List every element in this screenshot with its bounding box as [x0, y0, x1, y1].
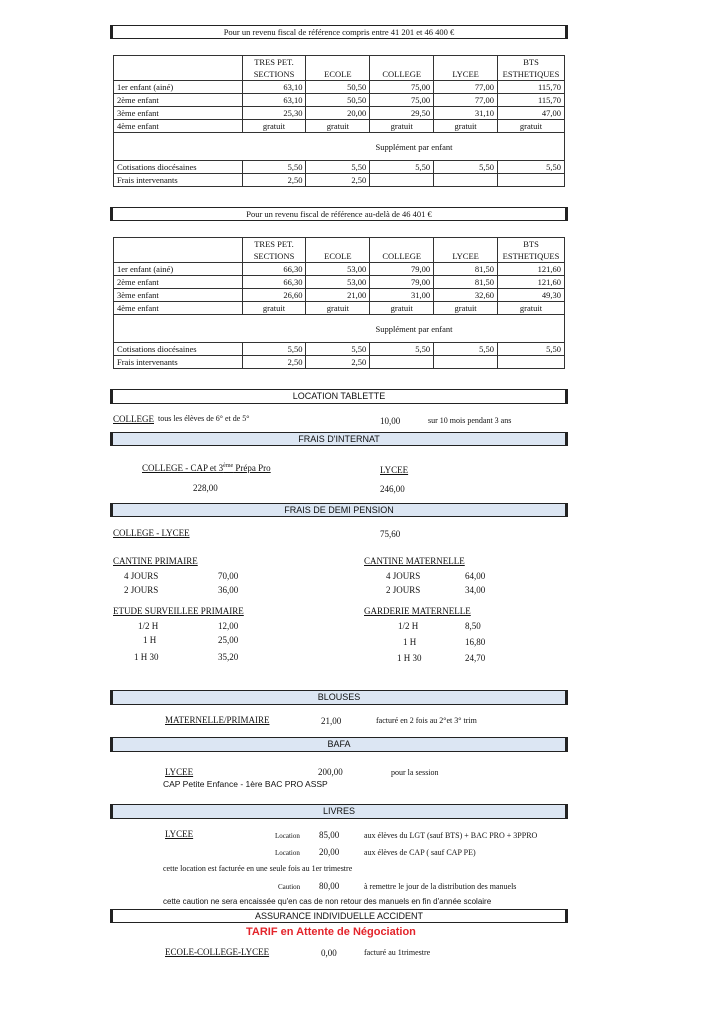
col-header: TRES PET. SECTIONS [242, 56, 306, 81]
table-row: 3ème enfant 25,30 20,00 29,50 31,10 47,00 [114, 107, 565, 120]
tablette-description: tous les élèves de 6° et de 5° [158, 414, 250, 423]
cantine-maternelle-row-price: 34,00 [465, 585, 486, 595]
bafa-label: LYCEE [165, 767, 194, 777]
internat-lycee-price: 246,00 [380, 484, 405, 494]
livres-kind: Location [275, 849, 300, 857]
col-header: ECOLE [306, 238, 370, 263]
livres-header: LIVRES [110, 804, 568, 819]
table-row: 1er enfant (ainé) 66,30 53,00 79,00 81,50 121,60 [114, 263, 565, 276]
assurance-label: ECOLE-COLLEGE-LYCEE [165, 947, 270, 957]
livres-price: 20,00 [319, 847, 340, 857]
tablette-note: sur 10 mois pendant 3 ans [428, 416, 512, 425]
demi-pension-header: FRAIS DE DEMI PENSION [110, 503, 568, 517]
cantine-maternelle-row-label: 2 JOURS [386, 585, 421, 595]
supplement-row: Supplément par enfant [114, 133, 565, 161]
etude-row-label: 1 H 30 [134, 652, 159, 662]
garderie-row-price: 24,70 [465, 653, 486, 663]
table-row: 3ème enfant 26,60 21,00 31,00 32,60 49,30 [114, 289, 565, 302]
cantine-primaire-row-label: 4 JOURS [124, 571, 159, 581]
garderie-row-label: 1 H [403, 637, 417, 647]
income-bracket-banner-2: Pour un revenu fiscal de référence au-delà de 46 401 € [110, 207, 568, 221]
table-header-row [114, 238, 565, 263]
col-header: TRES PET. SECTIONS [242, 238, 306, 263]
col-header: LYCEE [434, 56, 498, 81]
livres-caution-price: 80,00 [319, 881, 340, 891]
livres-note: aux élèves du LGT (sauf BTS) + BAC PRO + 3PPRO [364, 831, 538, 840]
etude-row-label: 1 H [143, 635, 157, 645]
garderie-row-label: 1 H 30 [397, 653, 422, 663]
tablette-level: COLLEGE [113, 414, 154, 424]
livres-label: LYCEE [165, 829, 194, 839]
garderie-row-label: 1/2 H [398, 621, 419, 631]
cantine-primaire-row-label: 2 JOURS [124, 585, 159, 595]
internat-header: FRAIS D'INTERNAT [110, 432, 568, 446]
assurance-tarif: TARIF en Attente de Négociation [246, 926, 416, 938]
table-row: Frais intervenants 2,50 2,50 [114, 356, 565, 369]
garderie-title: GARDERIE MATERNELLE [364, 606, 471, 616]
supplement-row: Supplément par enfant [114, 315, 565, 343]
blouses-note: facturé en 2 fois au 2°et 3° trim [376, 716, 477, 725]
livres-line1: cette location est facturée en une seule fois au 1er trimestre [163, 864, 353, 873]
bafa-price: 200,00 [318, 767, 343, 777]
col-header: COLLEGE [370, 56, 434, 81]
table-row: 2ème enfant 63,10 50,50 75,00 77,00 115,70 [114, 94, 565, 107]
blouses-price: 21,00 [321, 716, 342, 726]
cantine-primaire-row-price: 36,00 [218, 585, 239, 595]
cantine-primaire-row-price: 70,00 [218, 571, 239, 581]
bafa-note: pour la session [391, 768, 439, 777]
bafa-header: BAFA [110, 737, 568, 752]
etude-title: ETUDE SURVEILLEE PRIMAIRE [113, 606, 244, 616]
garderie-row-price: 16,80 [465, 637, 486, 647]
tariff-table-2 [113, 237, 565, 369]
tablette-price: 10,00 [380, 416, 401, 426]
etude-row-price: 12,00 [218, 621, 239, 631]
internat-college-label: COLLEGE - CAP et 3ème Prépa Pro [142, 463, 271, 473]
bafa-sub: CAP Petite Enfance - 1ère BAC PRO ASSP [163, 779, 328, 789]
assurance-note: facturé au 1trimestre [364, 948, 431, 957]
cantine-maternelle-row-price: 64,00 [465, 571, 486, 581]
garderie-row-price: 8,50 [465, 621, 481, 631]
internat-lycee-label: LYCEE [380, 465, 409, 475]
table-row: Frais intervenants 2,50 2,50 [114, 174, 565, 187]
col-header: LYCEE [434, 238, 498, 263]
etude-row-price: 35,20 [218, 652, 239, 662]
table-row: Cotisations diocésaines 5,50 5,50 5,50 5,50 5,50 [114, 161, 565, 174]
demi-pension-price: 75,60 [380, 529, 401, 539]
cantine-maternelle-row-label: 4 JOURS [386, 571, 421, 581]
etude-row-label: 1/2 H [138, 621, 159, 631]
livres-caution-kind: Caution [278, 883, 301, 891]
col-header: BTS ESTHETIQUES [498, 238, 565, 263]
livres-kind: Location [275, 832, 300, 840]
assurance-header: ASSURANCE INDIVIDUELLE ACCIDENT [110, 909, 568, 923]
col-header: ECOLE [306, 56, 370, 81]
income-bracket-banner-1: Pour un revenu fiscal de référence compris entre 41 201 et 46 400 € [110, 25, 568, 39]
livres-caution-note: à remettre le jour de la distribution des manuels [364, 882, 517, 891]
table-row: Cotisations diocésaines 5,50 5,50 5,50 5,50 5,50 [114, 343, 565, 356]
table-header-row [114, 56, 565, 81]
cantine-primaire-title: CANTINE PRIMAIRE [113, 556, 198, 566]
internat-college-price: 228,00 [193, 483, 218, 493]
table-row: 4ème enfant gratuit gratuit gratuit gratuit gratuit [114, 120, 565, 133]
cantine-maternelle-title: CANTINE MATERNELLE [364, 556, 465, 566]
blouses-label: MATERNELLE/PRIMAIRE [165, 715, 270, 725]
col-header: BTS ESTHETIQUES [498, 56, 565, 81]
table-row: 1er enfant (ainé) 63,10 50,50 75,00 77,00 115,70 [114, 81, 565, 94]
location-tablette-header: LOCATION TABLETTE [110, 389, 568, 404]
livres-price: 85,00 [319, 830, 340, 840]
table-row: 2ème enfant 66,30 53,00 79,00 81,50 121,60 [114, 276, 565, 289]
table-row: 4ème enfant gratuit gratuit gratuit gratuit gratuit [114, 302, 565, 315]
col-header: COLLEGE [370, 238, 434, 263]
etude-row-price: 25,00 [218, 635, 239, 645]
livres-note: aux élèves de CAP ( sauf CAP PE) [364, 848, 476, 857]
tariff-table-1 [113, 55, 565, 187]
livres-line2: cette caution ne sera encaissée qu'en cas de non retour des manuels en fin d'année scolaire [163, 897, 492, 906]
assurance-price: 0,00 [321, 948, 337, 958]
blouses-header: BLOUSES [110, 690, 568, 705]
demi-pension-label: COLLEGE - LYCEE [113, 528, 190, 538]
